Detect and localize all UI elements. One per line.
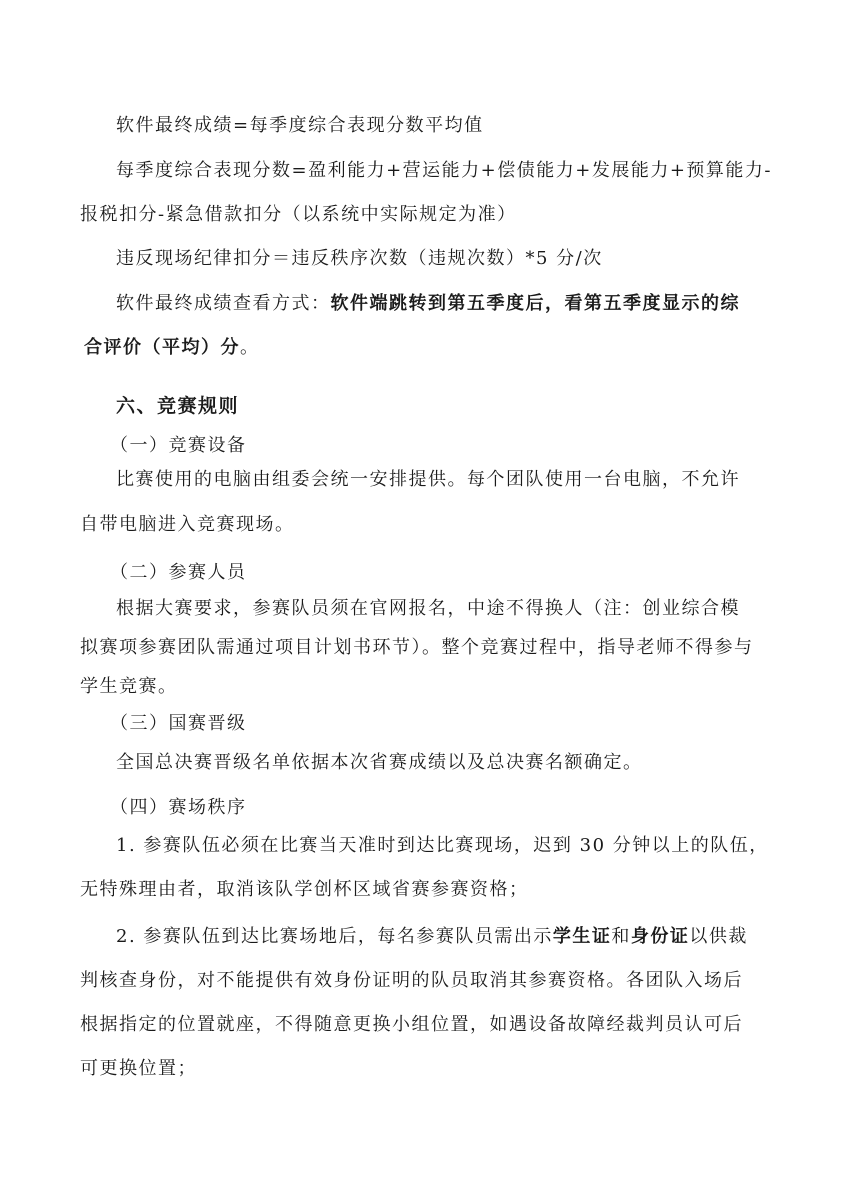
- subheading-participants: [110, 561, 810, 585]
- national-para: [116, 751, 816, 775]
- participants-para: [116, 597, 816, 621]
- order-item-2-cont-3: [80, 1057, 780, 1081]
- discipline-deduction-line: [116, 247, 816, 271]
- equipment-para: [116, 468, 816, 492]
- text: 自带电脑进入竞赛现场。: [80, 514, 295, 535]
- text: 全国总决赛晋级名单依据本次省赛成绩以及总决赛名额确定。: [116, 752, 643, 773]
- text: 2. 参赛队伍到达比赛场地后，每名参赛队员需出示: [116, 926, 553, 947]
- bold-text: 身份证: [630, 926, 690, 947]
- subheading-order: [110, 796, 810, 820]
- bold-text: 软件端跳转到第五季度后，看第五季度显示的综: [330, 293, 740, 314]
- quarter-score-line-cont: [80, 203, 780, 227]
- text: 六、竞赛规则: [116, 395, 240, 417]
- subheading-national: [110, 712, 810, 736]
- text: 1. 参赛队伍必须在比赛当天准时到达比赛现场，迟到 30 分钟以上的队伍，: [116, 835, 769, 856]
- text: 根据大赛要求，参赛队员须在官网报名，中途不得换人（注：创业综合模: [116, 598, 740, 619]
- text: 无特殊理由者，取消该队学创杯区域省赛参赛资格；: [80, 879, 529, 900]
- text: 学生竞赛。: [80, 676, 178, 697]
- equipment-para-cont: [80, 513, 780, 537]
- subheading-equipment: [110, 434, 810, 458]
- text: 报税扣分-紧急借款扣分（以系统中实际规定为准）: [80, 204, 517, 225]
- text: 根据指定的位置就座，不得随意更换小组位置，如遇设备故障经裁判员认可后: [80, 1014, 743, 1035]
- text: 和: [611, 926, 631, 947]
- text: 每季度综合表现分数=盈利能力+营运能力+偿债能力+发展能力+预算能力-: [116, 160, 772, 181]
- order-item-2-cont-1: [80, 969, 780, 993]
- bold-text: 合评价（平均）分: [84, 337, 240, 358]
- score-view-line-cont: [84, 336, 784, 360]
- order-item-1: [116, 834, 816, 858]
- order-item-2: [116, 925, 816, 949]
- text: （二）参赛人员: [110, 562, 247, 583]
- text: （四）赛场秩序: [110, 797, 247, 818]
- participants-para-cont-1: [80, 636, 780, 660]
- text: 软件最终成绩=每季度综合表现分数平均值: [116, 115, 484, 136]
- text: （一）竞赛设备: [110, 435, 247, 456]
- quarter-score-line: [116, 159, 816, 183]
- text: （三）国赛晋级: [110, 713, 247, 734]
- text: 拟赛项参赛团队需通过项目计划书环节）。整个竞赛过程中，指导老师不得参与: [80, 637, 754, 658]
- text: 判核查身份，对不能提供有效身份证明的队员取消其参赛资格。各团队入场后: [80, 970, 743, 991]
- text: 。: [240, 337, 260, 358]
- text: 软件最终成绩查看方式：: [116, 293, 331, 314]
- text: 可更换位置；: [80, 1058, 197, 1079]
- order-item-2-cont-2: [80, 1013, 780, 1037]
- text: 以供裁: [689, 926, 748, 947]
- participants-para-cont-2: [80, 675, 780, 699]
- text: 违反现场纪律扣分＝违反秩序次数（违规次数）*5 分/次: [116, 248, 603, 269]
- text: 比赛使用的电脑由组委会统一安排提供。每个团队使用一台电脑，不允许: [116, 469, 740, 490]
- bold-text: 学生证: [552, 926, 612, 947]
- score-view-line: [116, 292, 816, 316]
- section-heading-rules: [116, 394, 816, 418]
- score-formula-line: [116, 114, 816, 138]
- order-item-1-cont: [80, 878, 780, 902]
